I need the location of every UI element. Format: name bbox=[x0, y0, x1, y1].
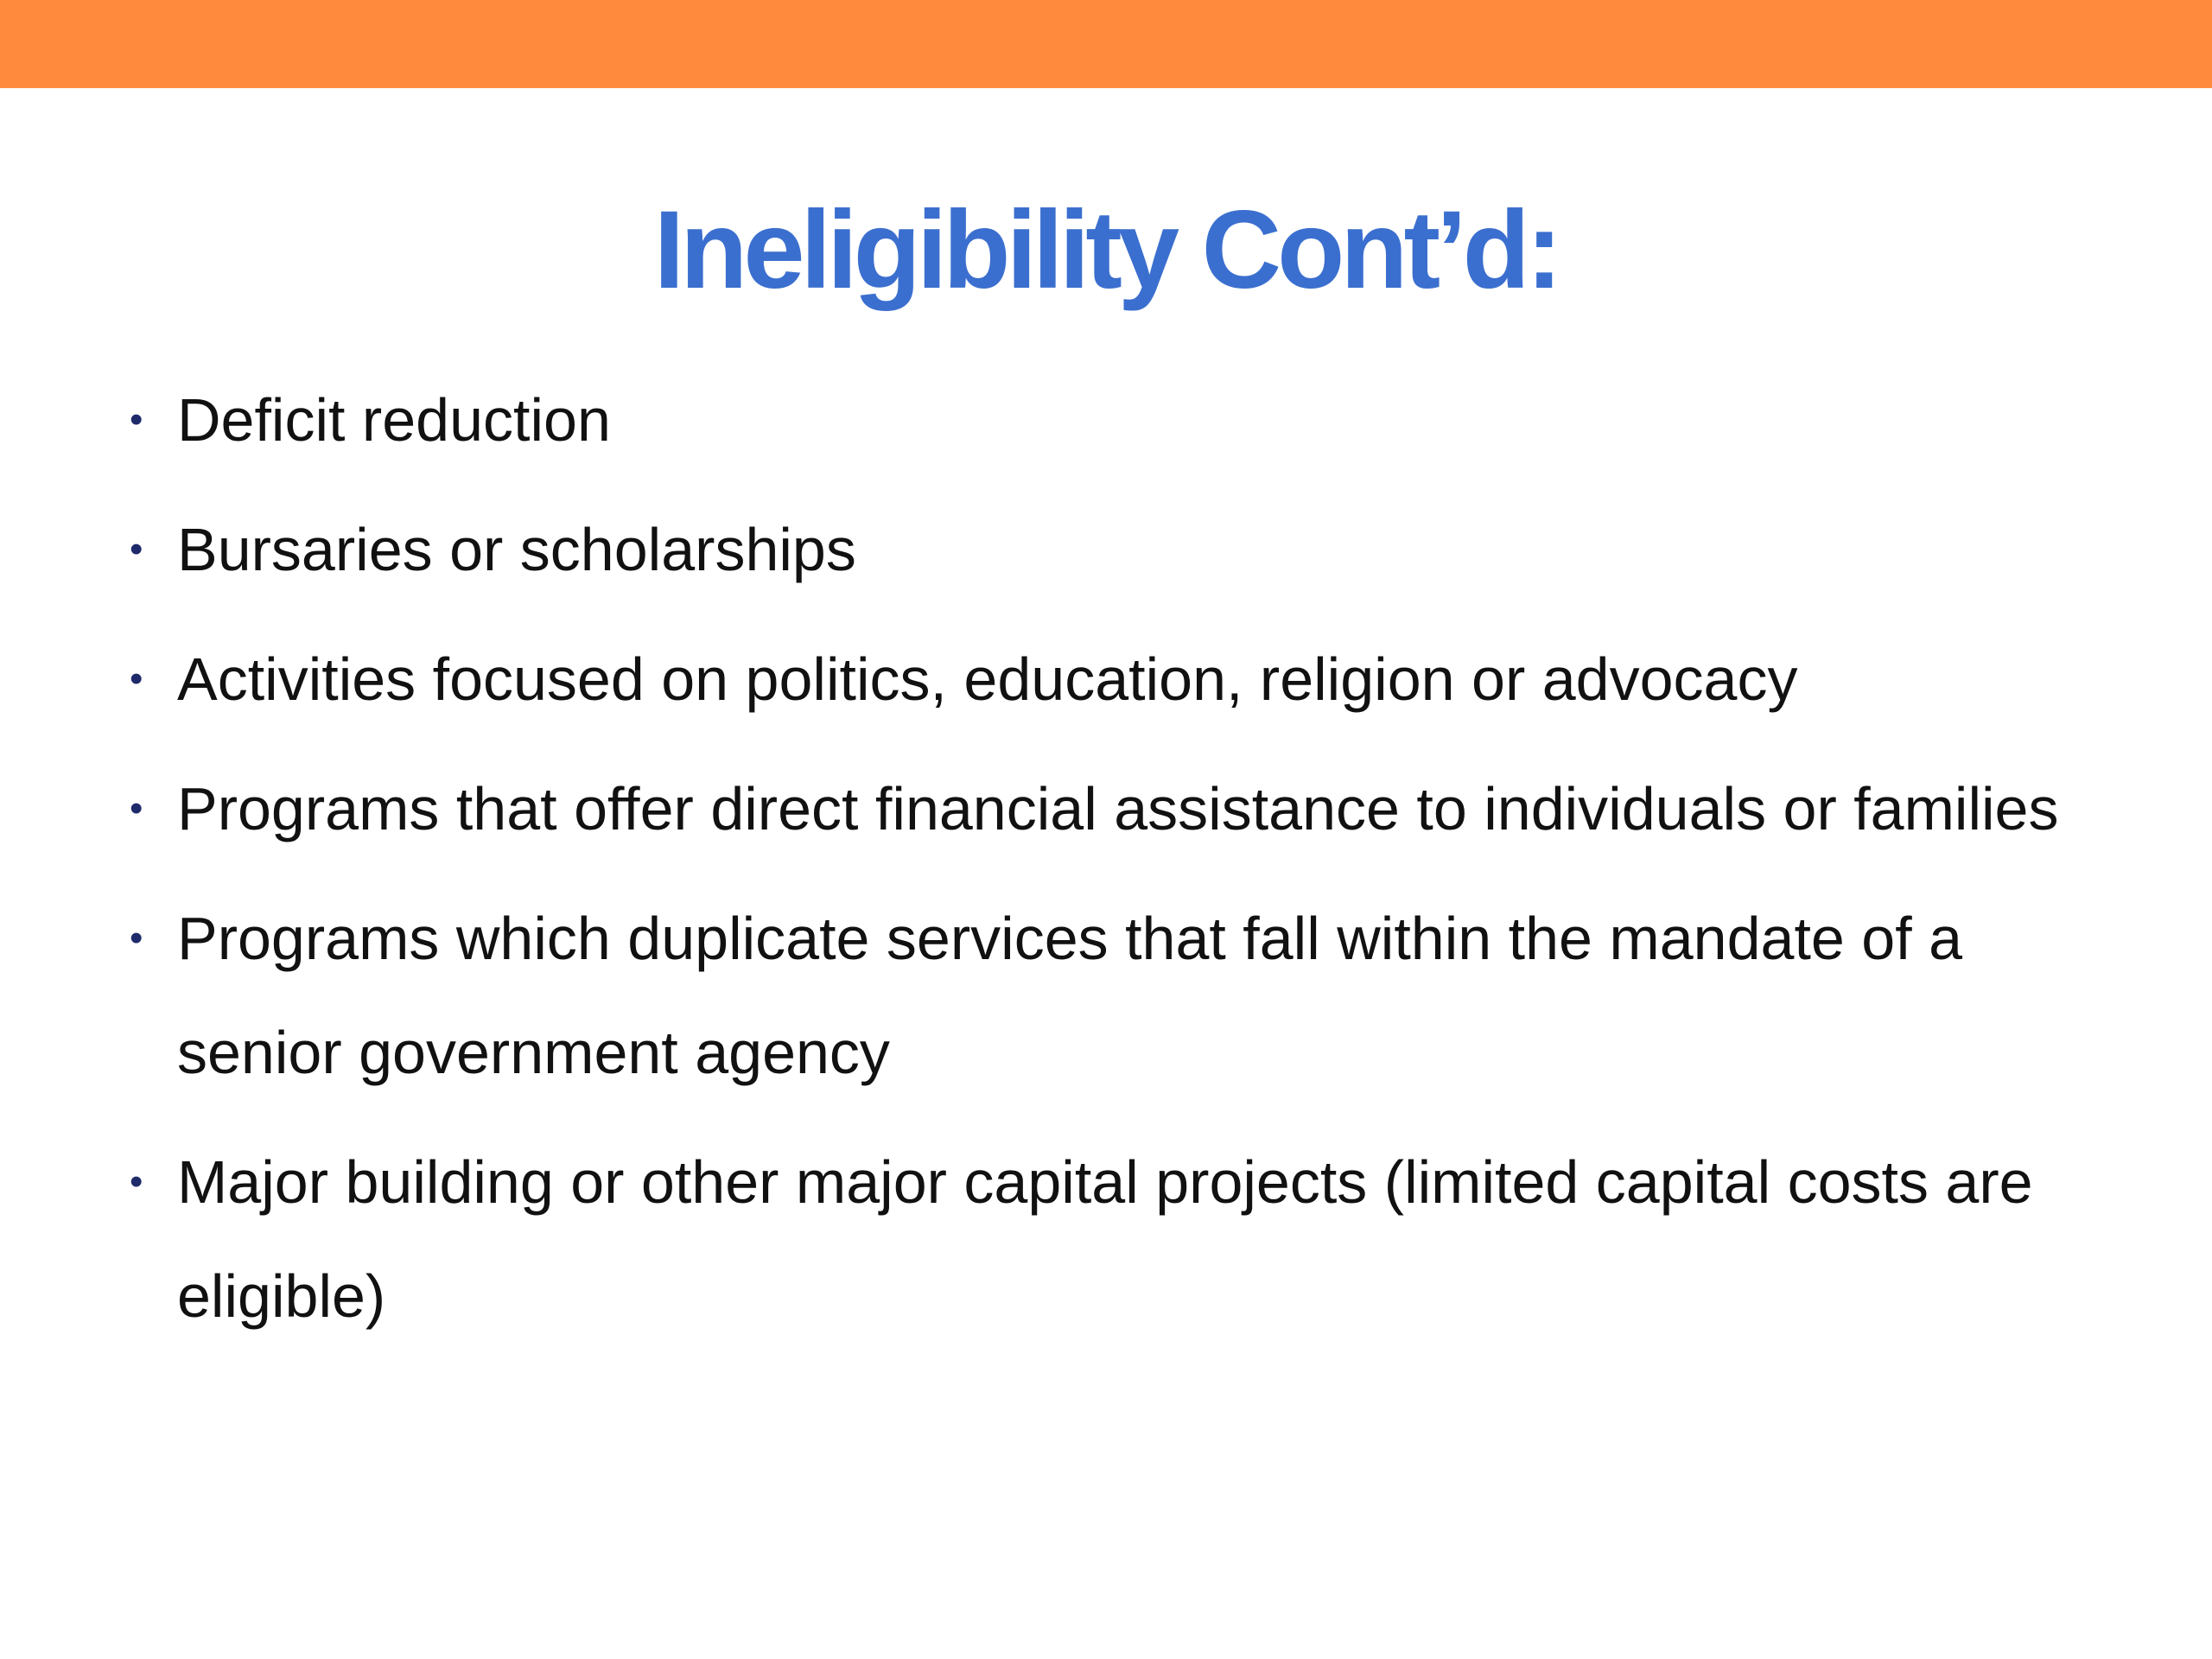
bullet-text: Programs that offer direct financial assistance to individuals or families bbox=[177, 775, 2059, 842]
bullet-icon: • bbox=[130, 658, 143, 700]
bullet-icon: • bbox=[130, 917, 143, 959]
bullet-icon: • bbox=[130, 787, 143, 830]
bullet-text: Programs which duplicate services that fall within the mandate of a senior government agency bbox=[177, 905, 1963, 1086]
bullet-icon: • bbox=[130, 1160, 143, 1203]
bullet-item-major-capital-projects bbox=[130, 1125, 2100, 1353]
bullet-text: Bursaries or scholarships bbox=[177, 516, 856, 583]
bullet-item-bursaries bbox=[130, 493, 2100, 607]
slide-title: Ineligibility Cont’d: bbox=[653, 188, 1559, 312]
bullet-list bbox=[130, 363, 2100, 1369]
bullet-item-duplicate-services bbox=[130, 881, 2100, 1109]
bullet-icon: • bbox=[130, 528, 143, 570]
bullet-item-activities bbox=[130, 622, 2100, 736]
top-accent-bar bbox=[0, 0, 2212, 88]
bullet-text: Major building or other major capital projects (limited capital costs are eligible) bbox=[177, 1148, 2033, 1330]
bullet-item-deficit-reduction bbox=[130, 363, 2100, 477]
bullet-icon: • bbox=[130, 398, 143, 441]
bullet-item-direct-financial-assistance bbox=[130, 752, 2100, 866]
bullet-text: Activities focused on politics, education, religion or advocacy bbox=[177, 645, 1798, 713]
bullet-text: Deficit reduction bbox=[177, 386, 611, 454]
